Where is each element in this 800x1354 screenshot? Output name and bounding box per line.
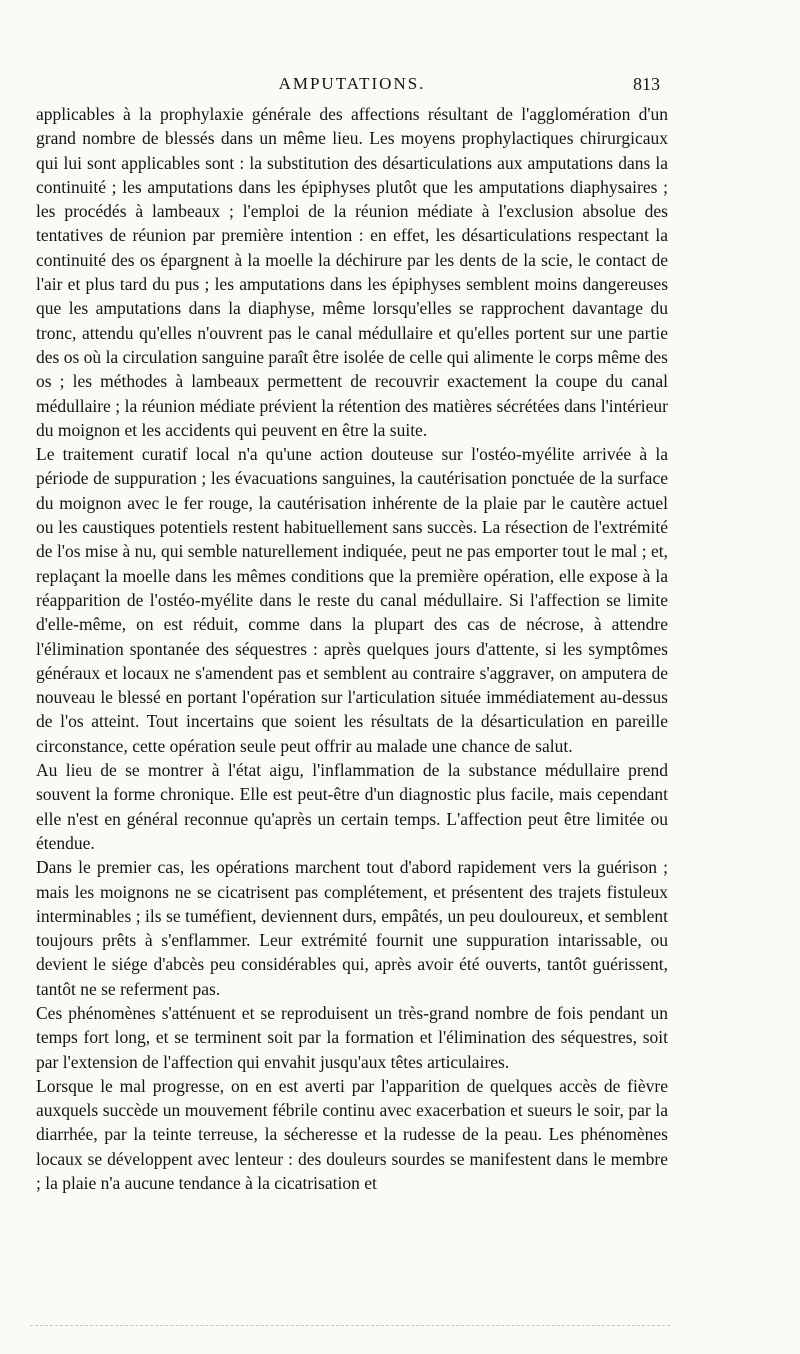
footer-rule [30,1325,670,1327]
running-header [36,74,668,102]
body-text [36,102,668,1195]
running-title: AMPUTATIONS. [278,74,426,93]
paragraph: Lorsque le mal progresse, on en est averti par l'apparition de quelques accès de fièvre auxquels succède un mouvement fébrile continu avec exacerbation et sueurs le soir, par la diarrhée, par la teinte terreuse, la sécheresse et la rudesse de la peau. Les phénomènes locaux se développent avec lenteur : des douleurs sourdes se manifestent dans le membre ; la plaie n'a aucune tendance à la cicatrisation et [36,1075,668,1194]
paragraph: Le traitement curatif local n'a qu'une action douteuse sur l'ostéo-myélite arrivée à la période de suppuration ; les évacuations sanguines, la cautérisation ponctuée de la surface du moignon avec le fer rouge, la cautérisation inhérente de la plaie par le cautère actuel ou les caustiques potentiels restent habituellement sans succès. La résection de l'extrémité de l'os mise à nu, qui semble naturellement indiquée, peut ne pas emporter tout le mal ; et, replaçant la moelle dans les mêmes conditions que la première opération, elle expose à la réapparition de l'ostéo-myélite dans le reste du canal médullaire. Si l'affection se limite d'elle-même, on est réduit, comme dans la plupart des cas de nécrose, à attendre l'élimination spontanée des séquestres : après quelques jours d'attente, si les symptômes généraux et locaux ne s'amendent pas et semblent au contraire s'aggraver, on amputera de nouveau le blessé en portant l'opération sur l'articulation située immédiatement au-dessus de l'os atteint. Tout incertains que soient les résultats de la désarticulation en pareille circonstance, cette opération seule peut offrir au malade une chance de salut. [36,444,668,756]
paragraph: Au lieu de se montrer à l'état aigu, l'inflammation de la substance médullaire prend souvent la forme chronique. Elle est peut-être d'un diagnostic plus facile, mais cependant elle n'est en général reconnue qu'après un certain temps. L'affection peut être limitée ou étendue. [36,760,668,853]
paragraph: Ces phénomènes s'atténuent et se reproduisent un très-grand nombre de fois pendant un temps fort long, et se terminent soit par la formation et l'élimination des séquestres, soit par l'extension de l'affection qui envahit jusqu'aux têtes articulaires. [36,1002,668,1072]
paragraph: applicables à la prophylaxie générale des affections résultant de l'agglomération d'un grand nombre de blessés dans un même lieu. Les moyens prophylactiques chirurgicaux qui lui sont applicables sont : la substitution des désarticulations aux amputations dans la continuité ; les amputations dans les épiphyses plutôt que les amputations diaphysaires ; les procédés à lambeaux ; l'emploi de la réunion médiate à l'exclusion absolue des tentatives de réunion par première intention : en effet, les désarticulations respectant la continuité des os épargnent à la moelle la déchirure par les dents de la scie, le contact de l'air et plus tard du pus ; les amputations dans les épiphyses semblent moins dangereuses que les amputations dans la diaphyse, même lorsqu'elles se rapprochent davantage du tronc, attendu qu'elles n'ouvrent pas le canal médullaire et qu'elles portent sur une partie des os où la circulation sanguine paraît être isolée de celle qui alimente le corps même des os ; les méthodes à lambeaux permettent de recouvrir exactement la coupe du canal médullaire ; la réunion médiate prévient la rétention des matières sécrétées dans l'intérieur du moignon et les accidents qui peuvent en être la suite. [36,104,668,440]
paragraph: Dans le premier cas, les opérations marchent tout d'abord rapidement vers la guérison ; mais les moignons ne se cicatrisent pas complétement, et présentent des trajets fistuleux interminables ; ils se tuméfient, deviennent durs, empâtés, un peu douloureux, et semblent toujours prêts à s'enflammer. Leur extrémité fournit une suppuration intarissable, ou devient le siége d'abcès peu considérables qui, après avoir été ouverts, tantôt guérissent, tantôt ne se referment pas. [36,857,668,999]
document-page [36,74,668,1195]
page-number: 813 [633,74,660,94]
